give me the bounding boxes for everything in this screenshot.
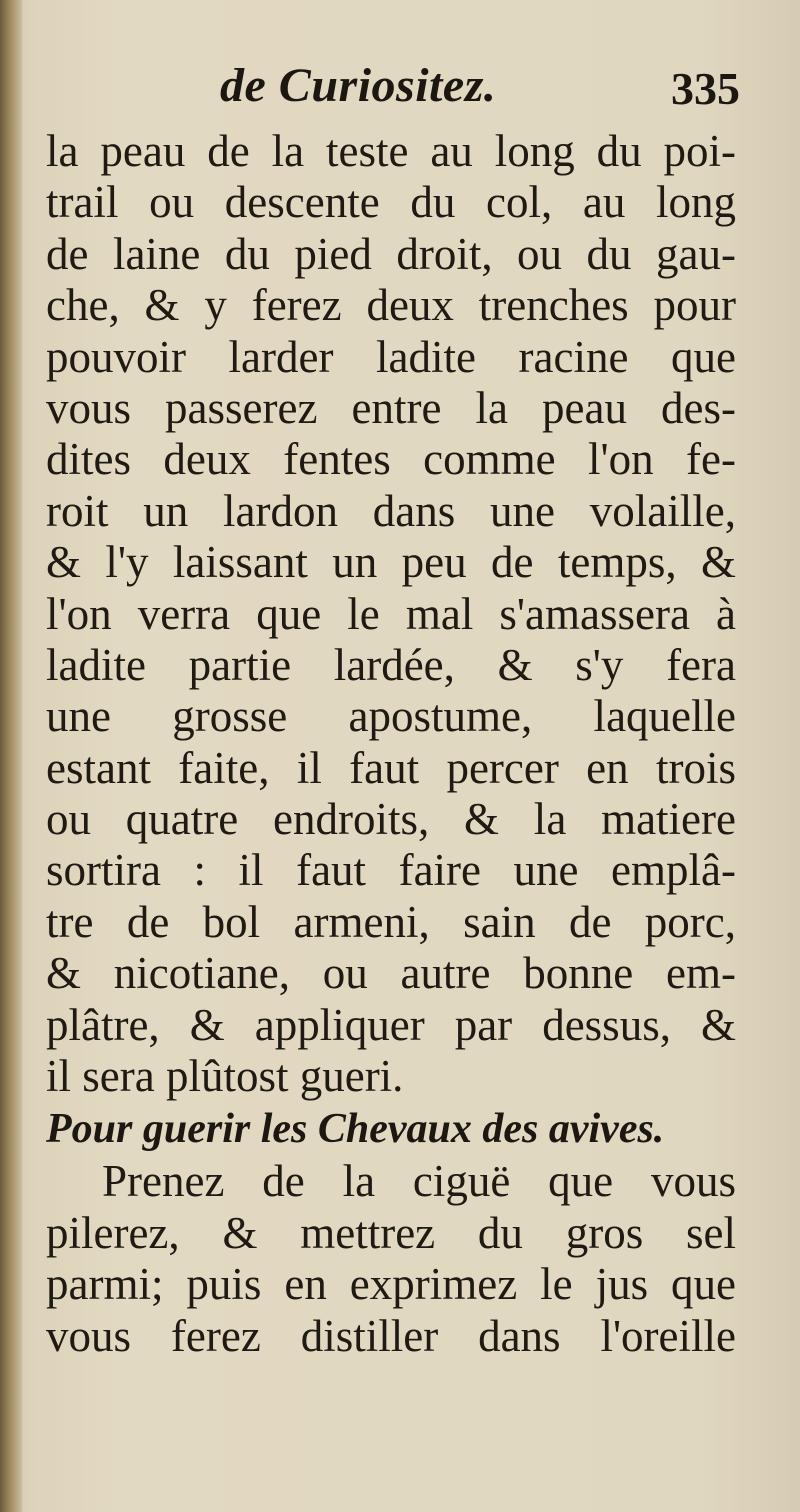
- text-line: la peau de la teste au long du poi-: [46, 126, 736, 176]
- text-line: plâtre, & appliquer par dessus, &: [46, 999, 736, 1050]
- text-line: tre de bol armeni, sain de porc,: [46, 896, 736, 947]
- running-head: de Curiositez.: [220, 59, 497, 112]
- text-line: parmi; puis en exprimez le jus que: [46, 1259, 736, 1310]
- text-line: pouvoir larder ladite racine que: [46, 331, 736, 382]
- text-line: sortira : il faut faire une emplâ-: [46, 845, 736, 896]
- text-line: Prenez de la ciguë que vous: [102, 1156, 736, 1207]
- text-line: roit un lardon dans une volaille,: [46, 485, 736, 536]
- text-line: ou quatre endroits, & la matiere: [46, 794, 736, 845]
- body-text: [46, 126, 736, 1362]
- text-line: pilerez, & mettrez du gros sel: [46, 1207, 736, 1258]
- page-number: 335: [671, 63, 740, 114]
- text-line: trail ou descente du col, au long: [46, 177, 736, 228]
- text-line: & nicotiane, ou autre bonne em-: [46, 948, 736, 999]
- text-line: l'on verra que le mal s'amassera à: [46, 588, 736, 639]
- text-line: il sera plûtost gueri.: [46, 1051, 404, 1102]
- section-title: Pour guerir les Chevaux des avives.: [46, 1106, 665, 1153]
- text-line: ladite partie lardée, & s'y fera: [46, 639, 736, 690]
- text-line: & l'y laissant un peu de temps, &: [46, 537, 736, 588]
- page-gutter: [0, 0, 22, 1512]
- text-line: une grosse apostume, laquelle: [46, 691, 736, 742]
- page-header: [220, 58, 740, 128]
- text-line: vous passerez entre la peau des-: [46, 382, 736, 433]
- text-line: che, & y ferez deux trenches pour: [46, 280, 736, 331]
- text-line: vous ferez distiller dans l'oreille: [46, 1310, 736, 1361]
- text-line: estant faite, il faut percer en trois: [46, 742, 736, 793]
- text-line: de laine du pied droit, ou du gau-: [46, 228, 736, 279]
- text-line: dites deux fentes comme l'on fe-: [46, 434, 736, 485]
